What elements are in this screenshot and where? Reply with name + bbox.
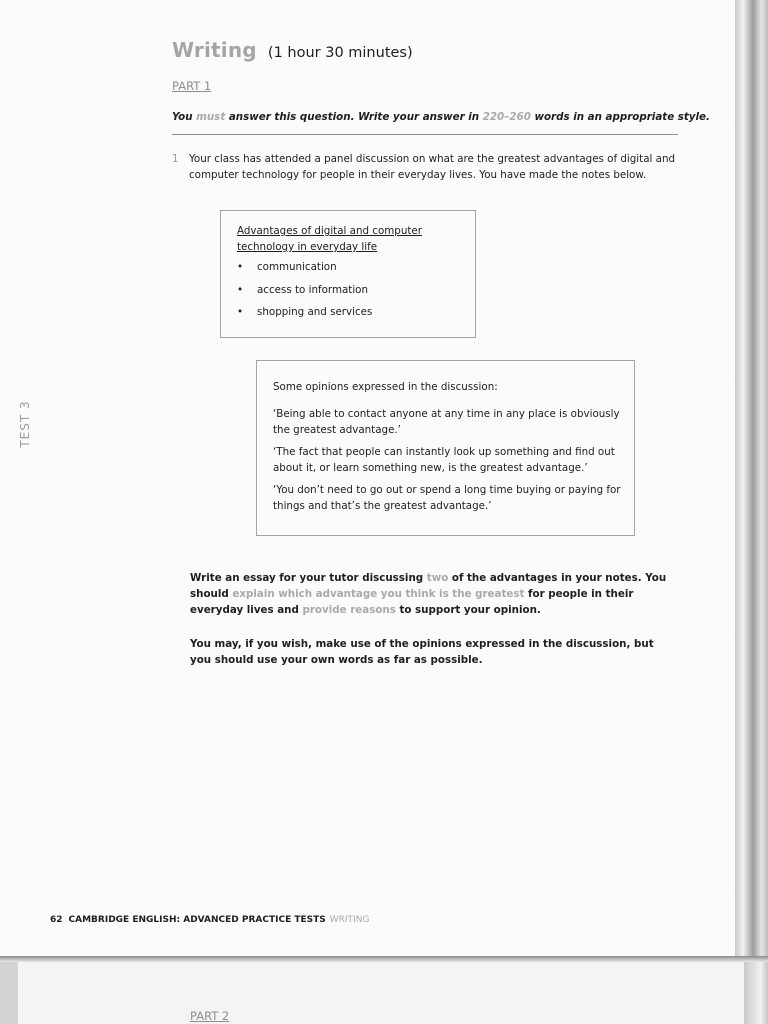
section-header	[172, 38, 413, 62]
question-1	[172, 151, 682, 183]
bullet-icon: •	[237, 283, 244, 296]
opinions-intro: Some opinions expressed in the discussion:	[273, 381, 498, 393]
task-note: You may, if you wish, make use of the opinions expressed in the discussion, but you should use your own words as far as possible.	[190, 638, 654, 666]
instruction-mid: answer this question. Write your answer in	[225, 111, 483, 123]
task-text: of the advantages in your notes. You should	[190, 572, 667, 600]
part-2-label: PART 2	[190, 1009, 230, 1023]
side-tab-test-label: TEST 3	[18, 400, 32, 448]
footer-section: WRITING	[329, 915, 370, 925]
notes-box	[220, 210, 476, 338]
opinion-quote: ‘The fact that people can instantly look up something and find out about it, or learn something new, is the greatest advantage.’	[273, 446, 615, 474]
bullet-icon: •	[237, 261, 244, 273]
divider-rule	[172, 134, 678, 135]
task-instruction	[190, 570, 670, 618]
task-text: to support your opinion.	[395, 604, 541, 616]
task-text: Write an essay for your tutor discussing	[190, 572, 427, 584]
notes-item-text: access to information	[257, 283, 369, 296]
task-highlight-reasons: provide reasons	[302, 604, 396, 616]
question-number: 1	[172, 153, 179, 165]
book-spine	[735, 0, 768, 960]
question-text: Your class has attended a panel discussion on what are the greatest advantages of digital and computer technology for people in their everyday lives. You have made the notes below.	[189, 153, 676, 181]
notes-list-item	[237, 306, 372, 329]
notes-item-text: shopping and services	[257, 306, 373, 318]
notes-title: Advantages of digital and computer technology in everyday life	[237, 225, 422, 253]
part-instruction	[172, 111, 710, 123]
section-duration: (1 hour 30 minutes)	[267, 45, 413, 61]
task-highlight-two: two	[426, 572, 449, 584]
task-text: for people in their everyday lives and	[190, 588, 634, 616]
book-title: CAMBRIDGE ENGLISH: ADVANCED PRACTICE TESTS	[68, 915, 326, 925]
bullet-icon: •	[237, 306, 244, 318]
opinions-box	[256, 360, 635, 536]
next-page-spine	[744, 962, 768, 1024]
notes-item-text: communication	[257, 261, 337, 273]
notes-list-item	[237, 261, 372, 284]
instruction-must: must	[196, 111, 226, 123]
task-highlight-explain: explain which advantage you think is the greatest	[232, 588, 525, 600]
opinion-quote: ‘You don’t need to go out or spend a long time buying or paying for things and that’s the greatest advantage.’	[273, 484, 621, 512]
instruction-word-range: 220–260	[482, 111, 531, 123]
next-page	[0, 962, 744, 1024]
section-title: Writing	[172, 38, 257, 62]
opinion-quote: ‘Being able to contact anyone at any time in any place is obviously the greatest advantage.’	[273, 408, 620, 436]
part-1-label: PART 1	[172, 79, 212, 93]
instruction-pre: You	[172, 111, 197, 123]
notes-list	[237, 261, 372, 329]
page-footer	[50, 915, 369, 925]
instruction-post: words in an appropriate style.	[530, 111, 710, 123]
notes-list-item	[237, 284, 372, 307]
page-number: 62	[50, 915, 63, 925]
